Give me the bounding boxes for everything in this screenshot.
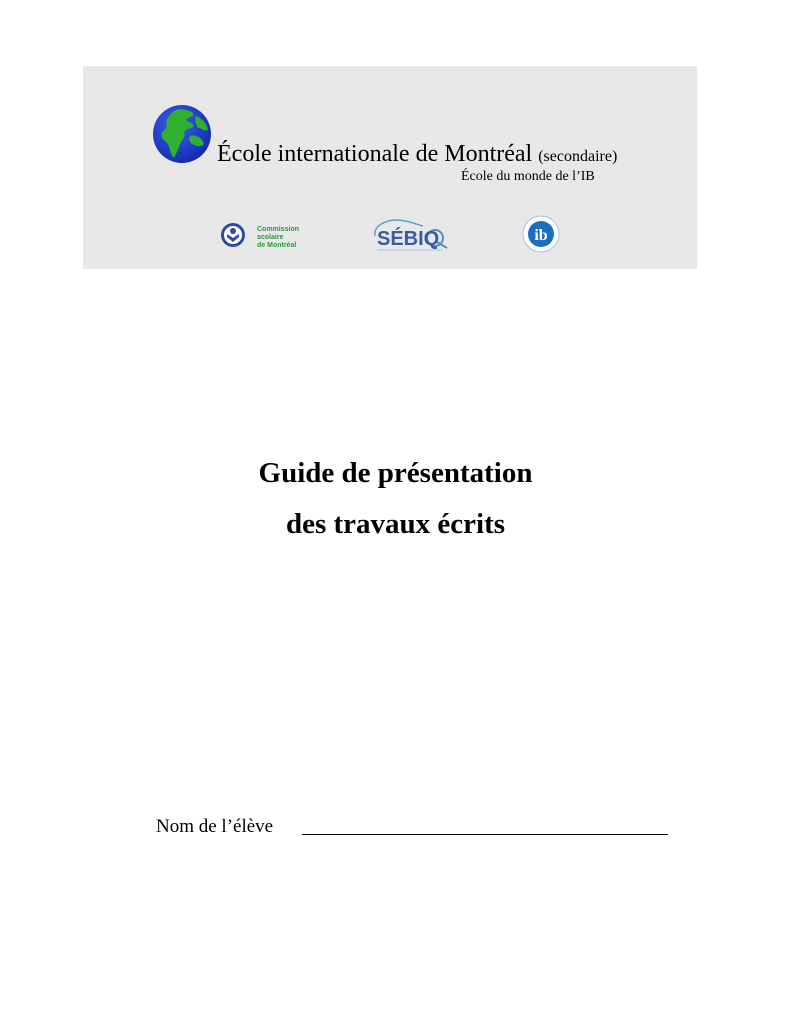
sebiq-text: SÉBIQ (377, 228, 440, 250)
globe-icon (152, 104, 212, 164)
school-level: (secondaire) (538, 148, 618, 165)
header-banner (83, 66, 697, 269)
csdm-text (257, 226, 299, 250)
school-name-text: École internationale de Montréal (217, 141, 533, 167)
csdm-logo (220, 218, 310, 256)
student-name-field[interactable] (302, 834, 668, 835)
school-subtitle: École du monde de l’IB (461, 169, 595, 184)
document-title-line-2: des travaux écrits (285, 508, 506, 540)
document-title-line-1: Guide de présentation (258, 457, 533, 489)
svg-text:ib: ib (534, 227, 548, 244)
csdm-text-line-2: scolaire (257, 234, 284, 241)
student-name-label: Nom de l’élève (156, 816, 274, 837)
csdm-text-line-1: Commission (257, 226, 300, 233)
csdm-text-line-3: de Montréal (257, 242, 297, 249)
csdm-emblem-icon (220, 222, 246, 248)
ib-logo-icon (521, 214, 561, 254)
school-name (217, 140, 617, 171)
sebiq-logo (363, 216, 453, 256)
